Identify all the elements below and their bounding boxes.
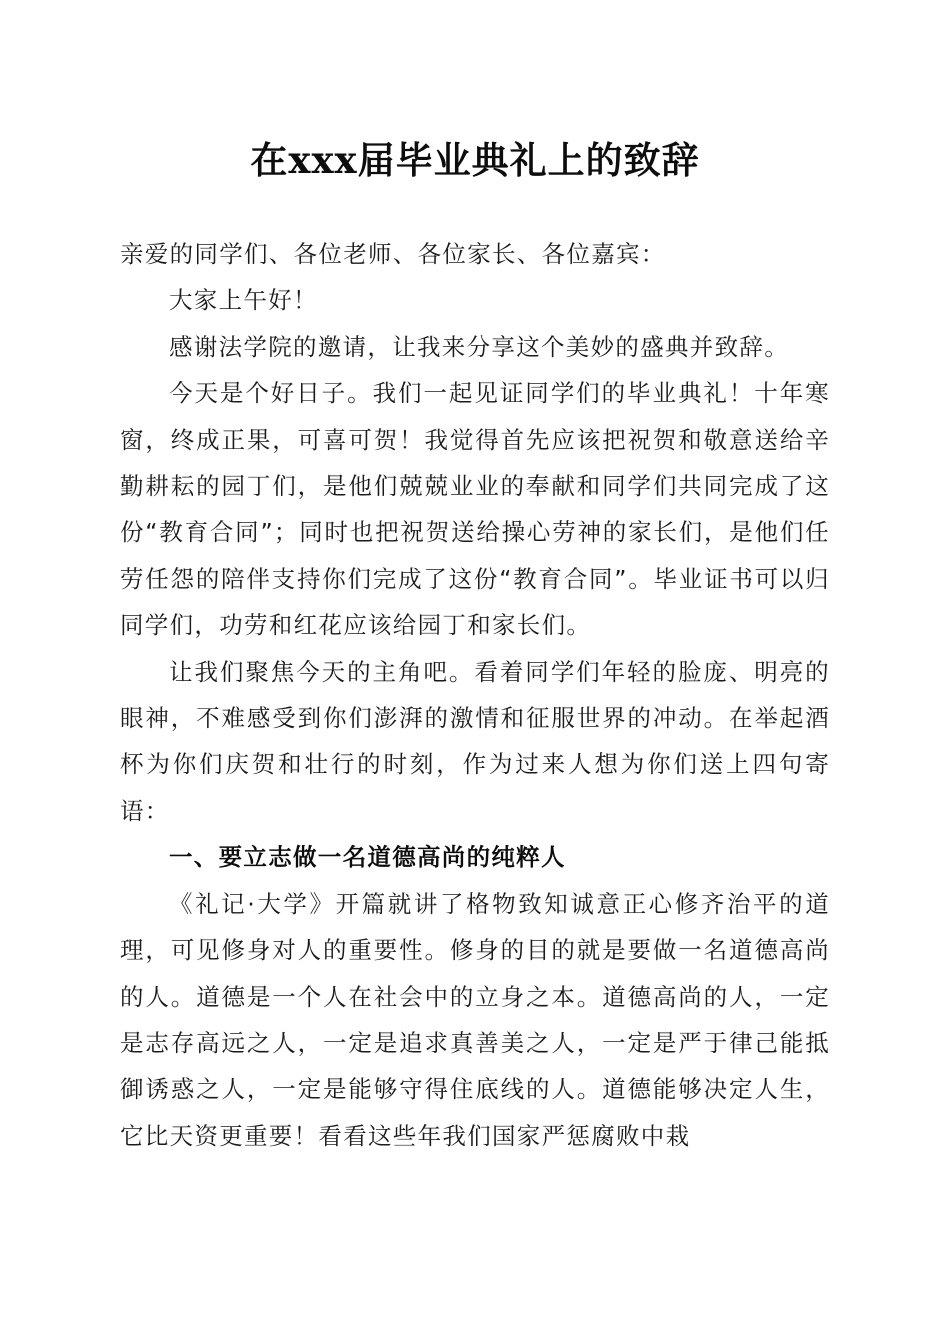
document-title: 在xxx届毕业典礼上的致辞 bbox=[250, 138, 700, 182]
paragraph-thanks: 感谢法学院的邀请，让我来分享这个美妙的盛典并致辞。 bbox=[169, 332, 789, 361]
section-paragraph: 《礼记·大学》开篇就讲了格物致知诚意正心修齐治平的道理，可见修身对人的重要性。修身的目的就是要做一名道德高尚的人。道德是一个人在社会中的立身之本。道德高尚的人，一定是志存高远之人，一定是追求真善美之人，一定是严于律己能抵御诱惑之人，一定是能够守得住底线的人。道德能够决定人生，它比天资更重要！看看这些年我们国家严惩腐败中栽 bbox=[120, 889, 830, 1150]
document-body bbox=[120, 231, 830, 1159]
section-heading: 一、要立志做一名道德高尚的纯粹人 bbox=[169, 843, 566, 872]
paragraph-congratulations: 今天是个好日子。我们一起见证同学们的毕业典礼！十年寒窗，终成正果，可喜可贺！我觉得首先应该把祝贺和敬意送给辛勤耕耘的园丁们，是他们兢兢业业的奉献和同学们共同完成了这份“教育合同”；同时也把祝贺送给操心劳神的家长们，是他们任劳任怨的陪伴支持你们完成了这份“教育合同”。毕业证书可以归同学们，功劳和红花应该给园丁和家长们。 bbox=[120, 379, 830, 640]
salutation: 亲爱的同学们、各位老师、各位家长、各位嘉宾： bbox=[120, 240, 666, 268]
paragraph-greeting: 大家上午好！ bbox=[169, 286, 318, 315]
paragraph-focus: 让我们聚焦今天的主角吧。看着同学们年轻的脸庞、明亮的眼神，不难感受到你们澎湃的激情和征服世界的冲动。在举起酒杯为你们庆贺和壮行的时刻，作为过来人想为你们送上四句寄语： bbox=[120, 657, 830, 825]
